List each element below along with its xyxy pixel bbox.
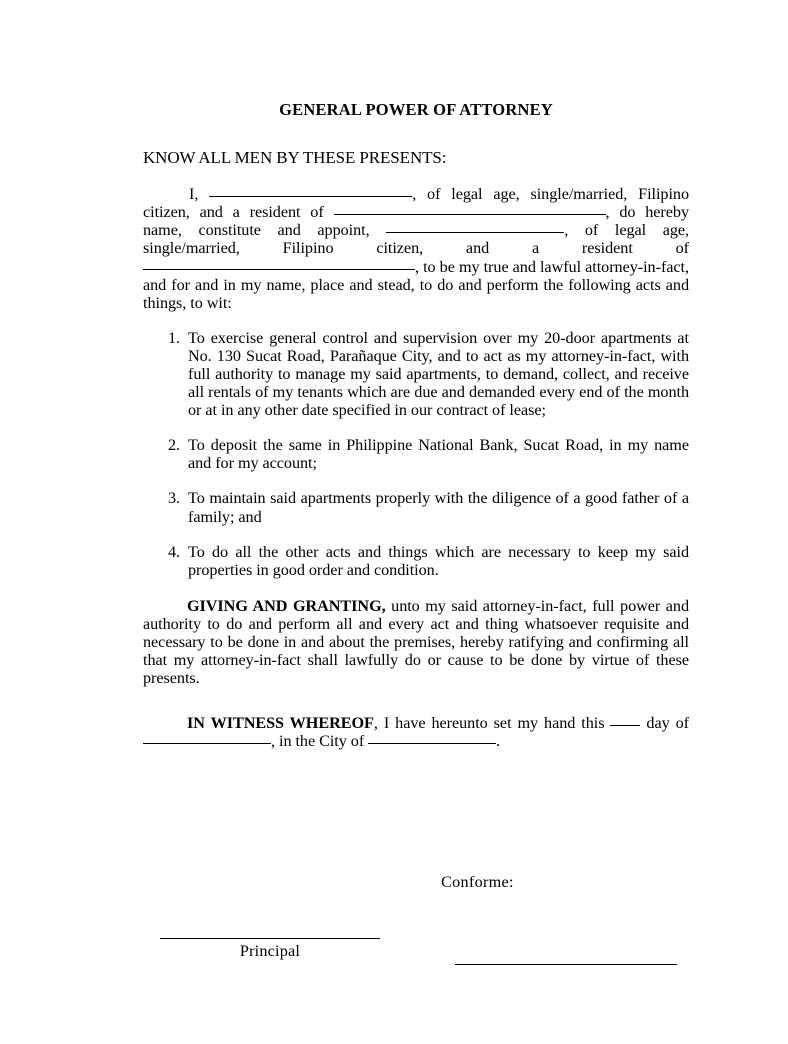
acts-list [143,312,689,579]
preamble-segment-2: , of legal age, single/married, Filipino citizen, and a resident of [143,185,689,222]
list-item-text: To deposit the same in Philippine National Bank, Sucat Road, in my name and for my account; [188,436,689,473]
list-item-text: To maintain said apartments properly with the diligence of a good father of a family; and [188,489,689,526]
witness-paragraph [143,687,689,750]
granting-paragraph [143,579,689,687]
granting-text: unto my said attorney-in-fact, full power and authority to do and perform all and every act and thing whatsoever requisite and necessary to be done in and about the premises, hereby ratifying and confirming all that my attorney-in-fact shall lawfully do or cause to be done by virtue of these presents. [143,596,689,688]
preamble-segment-1: I, [189,185,210,204]
month-year-blank[interactable] [143,732,271,744]
list-item-number: 1. [168,328,181,347]
witness-segment-3: , in the City of [271,732,369,751]
witness-heading: IN WITNESS WHEREOF [187,714,374,733]
preamble-segment-4: , of legal age, single/married, Filipino citizen, and a resident of [143,221,690,258]
list-item [143,436,689,472]
granting-heading: GIVING AND GRANTING, [187,596,386,615]
principal-address-blank[interactable] [334,203,606,215]
conforme-signature-group [455,964,677,965]
conforme-label: Conforme: [441,873,514,891]
list-item-number: 2. [168,436,181,455]
principal-signature-group [160,938,380,961]
conforme-signature-line[interactable] [455,964,677,965]
page-title: GENERAL POWER OF ATTORNEY [279,100,553,119]
witness-segment-2: day of [640,714,690,733]
list-item [143,489,689,525]
preamble-paragraph [143,167,689,312]
list-item-text: To exercise general control and supervision over my 20-door apartments at No. 130 Sucat Road, Parañaque City, and to act as my attorney-in-fact, with full authority to manage my said apartments, to demand, collect, and receive all rentals of my tenants which are due and demanded every end of the month or at in any other date specified in our contract of lease; [188,328,689,420]
city-blank[interactable] [368,732,496,744]
list-item-number: 3. [168,489,181,508]
document-page [143,0,689,1044]
witness-segment-4: . [496,732,501,751]
signature-rows [143,892,689,1002]
witness-segment-1: , I have hereunto set my hand this [373,714,611,733]
attorney-address-blank[interactable] [143,258,415,270]
list-item-text: To do all the other acts and things which are necessary to keep my said properties in good order and condition. [188,542,689,579]
principal-name-blank[interactable] [209,185,412,197]
list-item [143,543,689,579]
list-item-number: 4. [168,542,181,561]
signature-block [143,873,689,1002]
preamble-segment-5: , to be my true and lawful attorney-in-fact, and for and in my name, place and stead, to do and perform the following acts and things, to wit: [143,257,689,312]
attorney-name-blank[interactable] [386,221,564,233]
day-blank[interactable] [610,714,640,726]
preamble-segment-3: , do hereby name, constitute and appoint, [143,203,689,240]
principal-label: Principal [239,942,301,960]
salutation-line: KNOW ALL MEN BY THESE PRESENTS: [143,148,447,168]
list-item [143,329,689,419]
